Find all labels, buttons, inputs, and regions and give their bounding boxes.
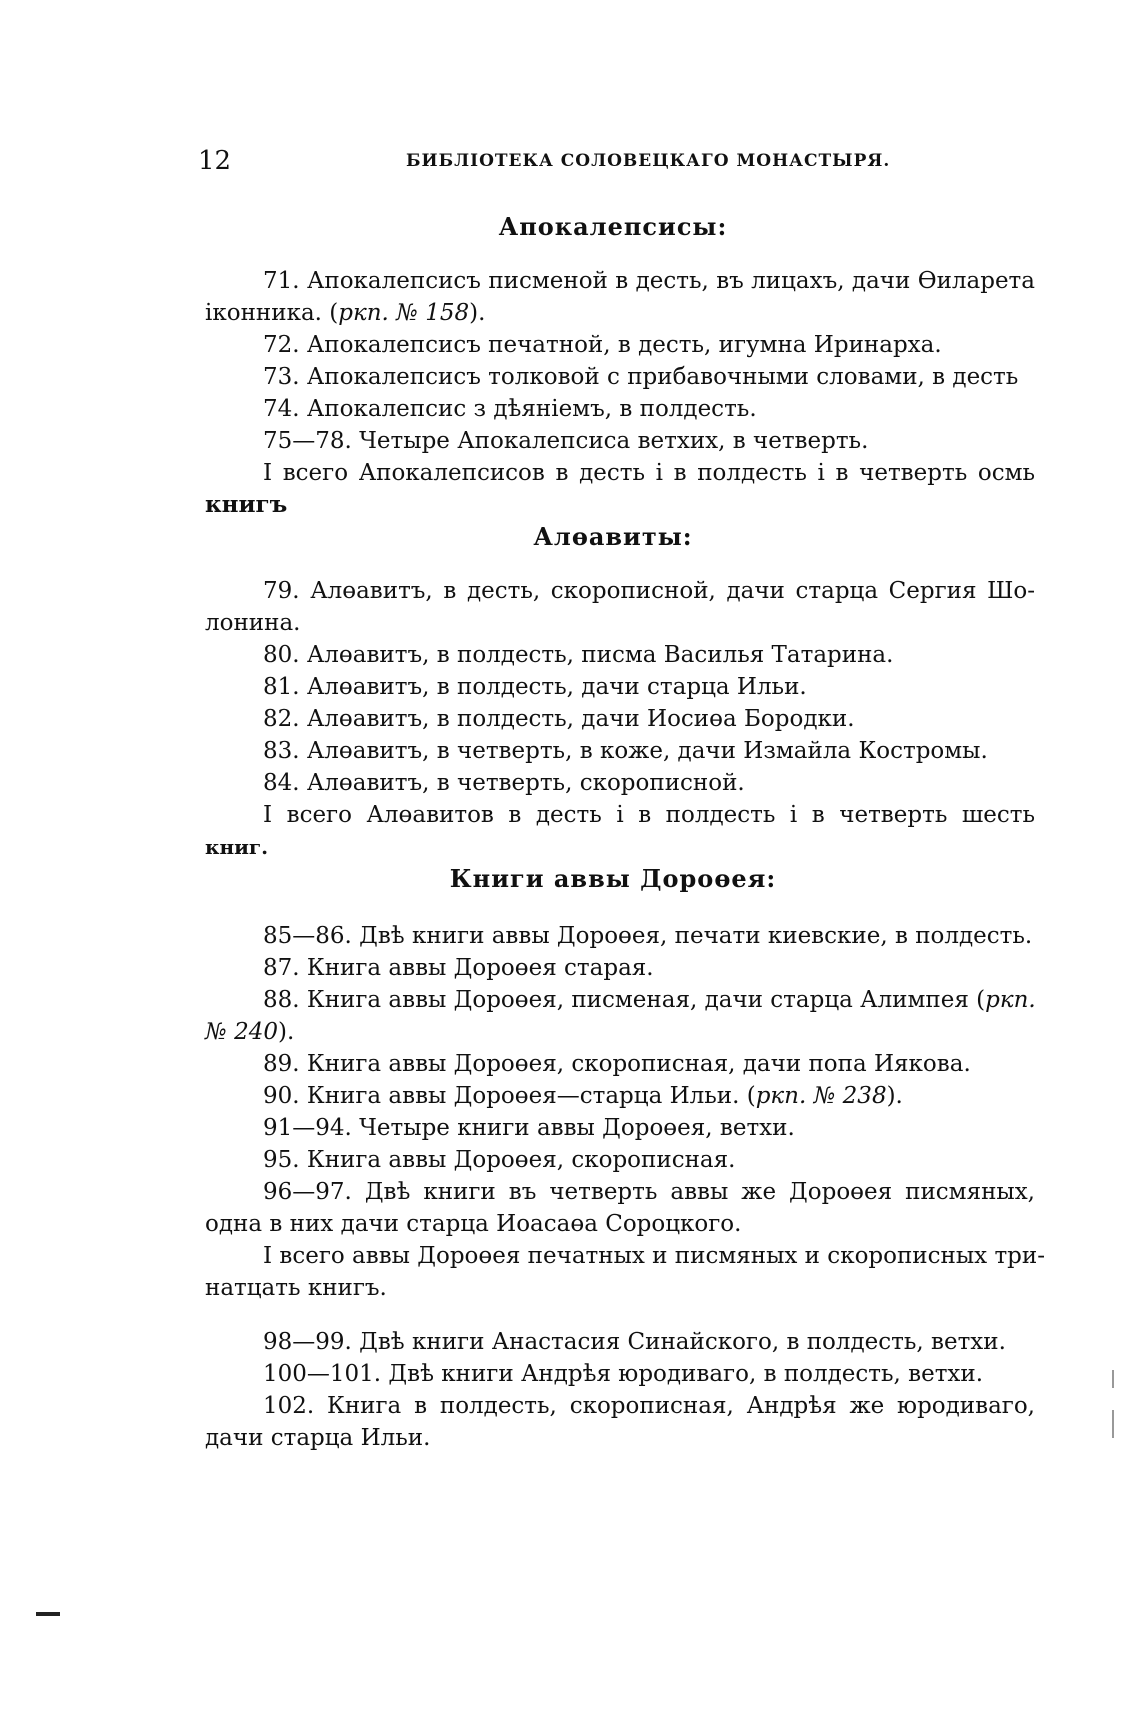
scan-mark-edge-2 [1112,1410,1114,1438]
entry-89: 89. Книга аввы Дороөея, скорописная, дачи попа Иякова. [263,1051,971,1077]
entry-87: 87. Книга аввы Дороөея старая. [263,955,654,981]
section-heading-alphabets: Алөавиты: [533,522,693,551]
entry-96-97-line2: одна в них дачи старца Иоасаөа Сороцкого. [205,1211,742,1237]
entry-71-manuscript-ref: ркп. № 158 [338,300,470,326]
entry-88-text: 88. Книга аввы Дороөея, писменая, дачи старца Алимпея ( [263,987,986,1013]
entry-82: 82. Алөавитъ, в полдесть, дачи Иосиөа Бородки. [263,706,855,732]
entry-72: 72. Апокалепсисъ печатной, в десть, игумна Иринарха. [263,332,942,358]
entry-88-manuscript-ref-b: № 240 [205,1019,278,1045]
entry-98-99: 98—99. Двѣ книги Анастасия Синайского, в полдесть, ветхи. [263,1329,1006,1355]
entry-88-manuscript-ref-a: ркп. [985,987,1036,1013]
summary-apocalypses-line2: книгъ [205,491,288,518]
entry-95: 95. Книга аввы Дороөея, скорописная. [263,1147,736,1173]
entry-90-manuscript-ref: ркп. № 238 [755,1083,887,1109]
entry-71-line2 [205,297,1035,329]
entry-90-text: 90. Книга аввы Дороөея—старца Ильи. ( [263,1083,756,1109]
summary-alphabets-line2: книг. [205,835,269,859]
entry-85-86: 85—86. Двѣ книги аввы Дороөея, печати киевские, в полдесть. [263,923,1033,949]
entry-79-line1: 79. Алөавитъ, в десть, скорописной, дачи старца Сергия Шо- [263,578,1035,604]
entry-80: 80. Алөавитъ, в полдесть, писма Василья Татарина. [263,642,894,668]
entry-74: 74. Апокалепсис з дѣяніемъ, в полдесть. [263,396,757,422]
summary-apocalypses-line1: І всего Апокалепсисов в десть і в полдесть і в четверть осмь [263,460,1035,486]
section-heading-dorotheus: Книги аввы Дороөея: [449,864,777,893]
entry-81: 81. Алөавитъ, в полдесть, дачи старца Ильи. [263,674,807,700]
entry-71-line2-text: іконника. ( [205,300,339,326]
entry-71-line2-end: ). [469,300,486,326]
scan-mark [36,1612,60,1616]
entry-100-101: 100—101. Двѣ книги Андрѣя юродиваго, в полдесть, ветхи. [263,1361,984,1387]
entry-90 [205,1080,1035,1112]
section-heading-apocalypses: Апокалепсисы: [498,212,728,241]
entry-75-78: 75—78. Четыре Апокалепсиса ветхих, в четверть. [263,428,869,454]
entry-102-line2: дачи старца Ильи. [205,1425,431,1451]
entry-83: 83. Алөавитъ, в четверть, в коже, дачи Измайла Костромы. [263,738,988,764]
entry-96-97-line1: 96—97. Двѣ книги въ четверть аввы же Дороөея писмяных, [263,1179,1035,1205]
entry-88-line1 [205,984,1035,1016]
summary-alphabets-line1: І всего Алөавитов в десть і в полдесть і в четверть шесть [263,802,1035,828]
entry-102-line1: 102. Книга в полдесть, скорописная, Андрѣя же юродиваго, [263,1393,1035,1419]
entry-90-end: ). [886,1083,903,1109]
summary-dorotheus-line1: І всего аввы Дороөея печатных и писмяных и скорописных три- [263,1243,1045,1269]
entry-71-line1: 71. Апокалепсисъ писменой в десть, въ лицахъ, дачи Өиларета [263,268,1035,294]
entry-88-line2 [205,1016,1035,1048]
running-head [198,143,1018,179]
summary-dorotheus-line2: натцать книгъ. [205,1275,387,1301]
entry-79-line2: лонина. [205,610,301,636]
entry-73: 73. Апокалепсисъ толковой с прибавочными словами, в десть [263,364,1019,390]
entry-84: 84. Алөавитъ, в четверть, скорописной. [263,770,745,796]
running-title: БИБЛІОТЕКА СОЛОВЕЦКАГО МОНАСТЫРЯ. [406,151,891,171]
page-number: 12 [198,146,232,176]
scan-mark-edge [1112,1370,1114,1388]
entry-91-94: 91—94. Четыре книги аввы Дороөея, ветхи. [263,1115,795,1141]
entry-88-line2-end: ). [277,1019,295,1045]
